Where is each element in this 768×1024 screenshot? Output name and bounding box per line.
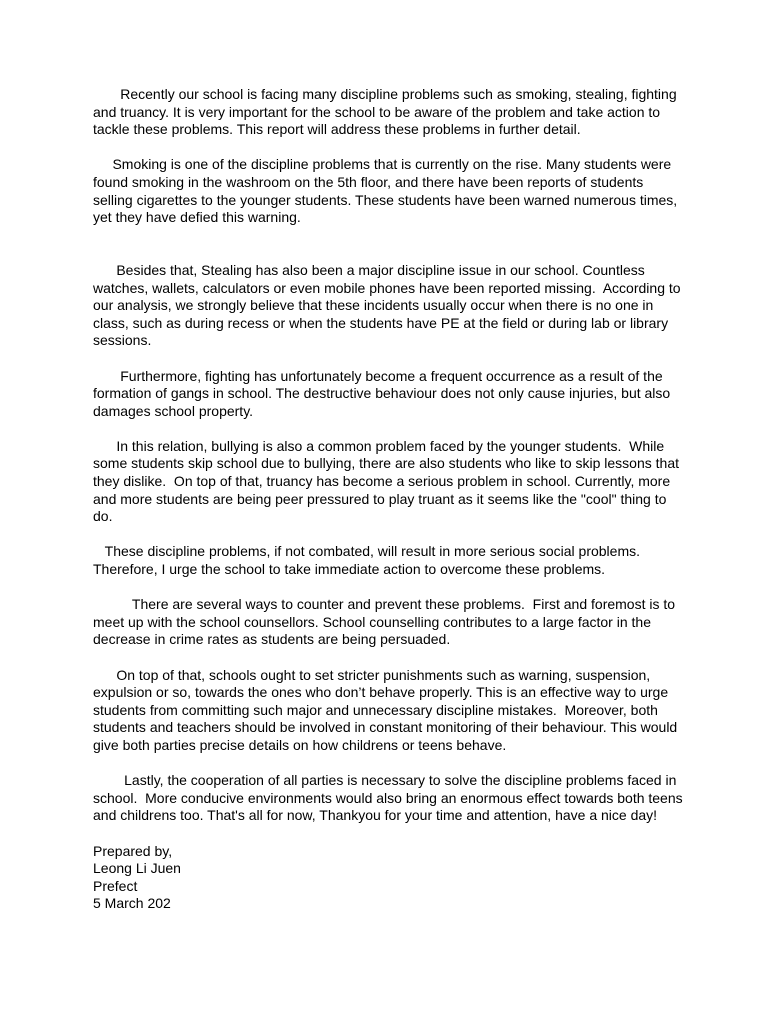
author-role: Prefect	[93, 877, 138, 894]
signature-block	[93, 843, 683, 913]
prepared-by-label: Prepared by,	[93, 842, 173, 859]
paragraph-stealing: Besides that, Stealing has also been a major discipline issue in our school. Countless watches, wallets, calculators or even mobile phones have been reported missing. According to our analysis, we strongly believe that these incidents usually occur when there is no one in class, such as during recess or when the students have PE at the field or during lab or library sessions.	[93, 261, 685, 349]
paragraph-spacer	[93, 755, 683, 773]
paragraph-punishments: On top of that, schools ought to set stricter punishments such as warning, suspension, expulsion or so, towards the ones who don’t behave properly. This is an effective way to urge students from committing such major and unnecessary discipline mistakes. Moreover, both students and teachers should be involved in constant monitoring of their behaviour. This would give both parties precise details on how childrens or teens behave.	[93, 666, 682, 753]
paragraph-conclusion: Lastly, the cooperation of all parties is necessary to solve the discipline problems faced in school. More conducive environments would also bring an enormous effect towards both teens and childrens too. That's all for now, Thankyou for your time and attention, have a nice day!	[93, 772, 687, 824]
document-page	[93, 86, 687, 913]
paragraph-introduction: Recently our school is facing many discipline problems such as smoking, stealing, fighting and truancy. It is very important for the school to be aware of the problem and take action to tackle these problems. This report will address these problems in further detail.	[93, 86, 681, 138]
paragraph-spacer	[93, 420, 683, 438]
report-date: 5 March 202	[93, 895, 171, 912]
paragraph-spacer	[93, 139, 683, 157]
paragraph-spacer	[93, 825, 683, 843]
paragraph-smoking: Smoking is one of the discipline problems that is currently on the rise. Many students were found smoking in the washroom on the 5th floor, and there have been reports of students selling cigarettes to the younger students. These students have been warned numerous times, yet they have defied this warning.	[93, 156, 682, 226]
paragraph-spacer	[93, 579, 683, 597]
author-name: Leong Li Juen	[93, 860, 181, 877]
paragraph-bullying-truancy: In this relation, bullying is also a common problem faced by the younger students. While some students skip school due to bullying, there are also students who like to skip lessons that they dislike. On top of that, truancy has become a serious problem in school. Currently, more and more students are being peer pressured to play truant as it seems like the "cool" thing to do.	[93, 437, 683, 525]
paragraph-spacer	[93, 227, 683, 262]
paragraph-urge-action: These discipline problems, if not combated, will result in more serious social problems. Therefore, I urge the school to take immediate action to overcome these problems.	[93, 543, 644, 578]
paragraph-spacer	[93, 350, 683, 368]
paragraph-spacer	[93, 649, 683, 667]
paragraph-counselling: There are several ways to counter and prevent these problems. First and foremost is to meet up with the school counsellors. School counselling contributes to a large factor in the decrease in crime rates as students are being persuaded.	[93, 596, 679, 648]
paragraph-spacer	[93, 526, 683, 544]
paragraph-fighting: Furthermore, fighting has unfortunately become a frequent occurrence as a result of the formation of gangs in school. The destructive behaviour does not only cause injuries, but also damages school property.	[93, 367, 675, 419]
